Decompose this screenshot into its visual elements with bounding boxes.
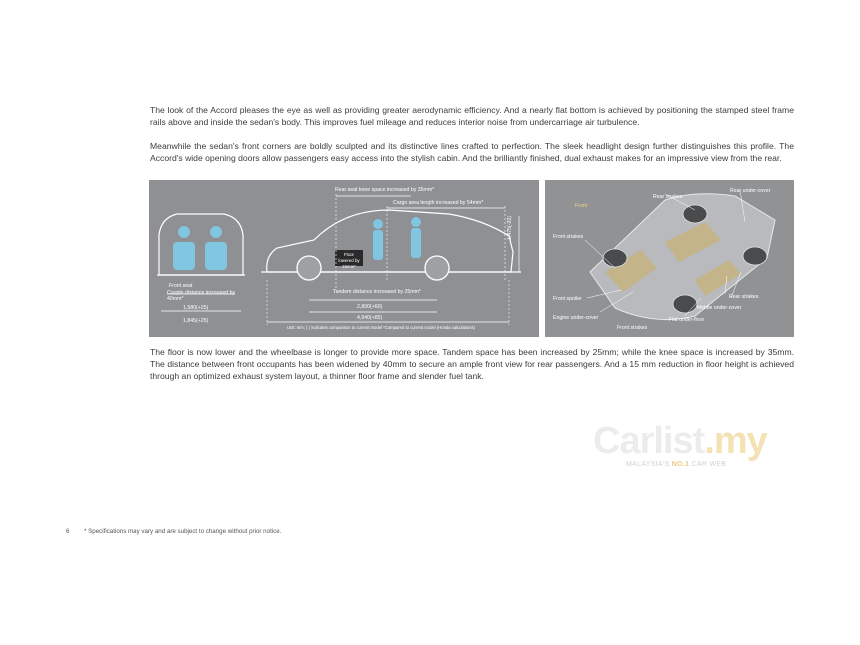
side-seats xyxy=(373,217,421,260)
front-direction-label: Front xyxy=(575,203,588,209)
front-spoiler-label: Front spoiler xyxy=(553,296,582,302)
underbody-aero-diagram xyxy=(545,180,794,337)
middle-undercover-label: Middle under-cover xyxy=(697,305,742,311)
height-label: 1,475(-20) xyxy=(507,216,513,240)
styling-paragraph: Meanwhile the sedan's front corners are boldly sculpted and its distinctive lines crafted to perfection. The sleek headlight design further distinguishes this profile. The Accord's wide opening doors allow passengers easy access into the stylish cabin. And the brilliantly finished, dual exhaust makes for an impressive view from the rear. xyxy=(150,141,794,164)
page-number: 6 xyxy=(66,528,70,535)
cargo-length-label: Cargo area length increased by 54mm* xyxy=(393,200,484,206)
floor-lowered-label: Floor lowered by 15mm* xyxy=(338,252,360,269)
units-note: Unit: mm; ( ) indicates comparison to current model *Compared to current model (Honda calculations) xyxy=(287,325,476,330)
rear-strakes-bottom-label: Rear strakes xyxy=(729,294,759,300)
watermark-tagline: MALAYSIA'S NO.1 CAR WEB xyxy=(626,461,727,468)
carlist-watermark: Carlist.my xyxy=(593,420,767,462)
footnote: * Specifications may vary and are subject to change without prior notice. xyxy=(84,528,282,535)
wheels xyxy=(297,256,449,280)
couple-distance-label: Couple distance increased by 40mm* xyxy=(167,290,236,302)
width-overall-label: 1,845(+25) xyxy=(183,318,209,324)
front-view-outline xyxy=(157,214,245,275)
rear-knee-label: Rear seat knee space increased by 35mm* xyxy=(335,187,435,193)
front-strakes-bottom-label: Front strakes xyxy=(617,325,648,331)
front-strakes-top-label: Front strakes xyxy=(553,234,584,240)
width-rear-label: 1,580(+25) xyxy=(183,305,209,311)
intro-paragraph: The look of the Accord pleases the eye as well as providing greater aerodynamic efficiency. And a nearly flat bottom is achieved by positioning the stamped steel frame rails above and inside the sedan's body. This improves fuel mileage and reduces interior noise from undercarriage air turbulence. xyxy=(150,105,794,128)
rear-undercover-label: Rear under-cover xyxy=(730,188,771,194)
wheelbase-label: 2,800(+60) xyxy=(357,304,383,310)
tandem-label: Tandem distance increased by 25mm* xyxy=(333,289,421,295)
length-label: 4,940(+85) xyxy=(357,315,383,321)
interior-dimension-diagram xyxy=(149,180,539,337)
space-paragraph: The floor is now lower and the wheelbase is longer to provide more space. Tandem space has been increased by 25mm; while the knee space is increased by 35mm. The distance between front occupants has been widened by 40mm to secure an ample front view for rear passengers. And a 15 mm reduction in floor height is achieved through an optimized exhaust system layout, a thinner floor frame and slender fuel tank. xyxy=(150,347,794,382)
engine-undercover-label: Engine under-cover xyxy=(553,315,599,321)
flat-underfloor-label: Flat under-floor xyxy=(669,317,705,323)
rear-strakes-top-label: Rear strakes xyxy=(653,194,683,200)
front-seat-label: Front seat xyxy=(169,283,193,289)
front-seats xyxy=(173,226,227,270)
